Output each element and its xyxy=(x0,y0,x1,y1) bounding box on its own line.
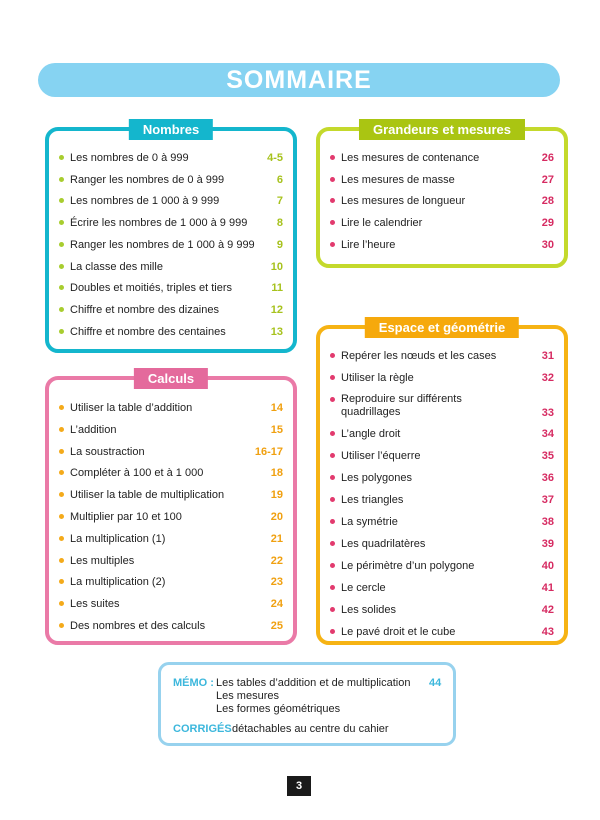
toc-label: Ranger les nombres de 1 000 à 9 999 xyxy=(70,238,255,251)
toc-row xyxy=(59,572,283,592)
toc-label: Les nombres de 0 à 999 xyxy=(70,152,189,164)
memo-box xyxy=(158,662,456,746)
toc-label: Des nombres et des calculs xyxy=(70,620,206,632)
toc-row xyxy=(59,485,283,505)
bullet-icon xyxy=(330,397,335,402)
toc-page: 31 xyxy=(541,350,554,362)
bullet-icon xyxy=(59,623,64,628)
bullet-icon xyxy=(330,629,335,634)
toc-row xyxy=(330,346,554,366)
bullet-icon xyxy=(59,242,64,247)
toc-row xyxy=(59,616,283,636)
toc-label: Les quadrilatères xyxy=(341,538,426,550)
toc-label: Repérer les nœuds et les cases xyxy=(341,350,497,362)
toc-page: 6 xyxy=(276,173,283,186)
bullet-icon xyxy=(59,198,64,203)
toc-page: 8 xyxy=(276,217,283,230)
toc-label: La multiplication (2) xyxy=(70,576,166,589)
toc-label: La soustraction xyxy=(70,445,145,458)
toc-label: Utiliser la table de multiplication xyxy=(70,489,225,502)
toc-page: 25 xyxy=(270,620,283,632)
toc-row xyxy=(330,622,554,642)
toc-page: 30 xyxy=(541,238,554,251)
toc-page: 26 xyxy=(541,152,554,164)
title-banner xyxy=(38,63,560,97)
section-title: Calculs xyxy=(134,368,208,389)
toc-label: Ranger les nombres de 0 à 999 xyxy=(70,173,225,186)
toc-page: 43 xyxy=(541,626,554,638)
bullet-icon xyxy=(59,601,64,606)
toc-row xyxy=(59,257,283,277)
toc-label: Lire le calendrier xyxy=(341,217,423,230)
toc-label: Les suites xyxy=(70,598,120,611)
section-espace xyxy=(316,320,568,645)
section-title: Espace et géométrie xyxy=(365,317,519,338)
toc-page: 15 xyxy=(270,423,283,436)
section-nombres xyxy=(45,122,297,353)
toc-row xyxy=(59,170,283,190)
bullet-icon xyxy=(59,329,64,334)
toc-page: 28 xyxy=(541,195,554,208)
toc-label: Les solides xyxy=(341,604,397,616)
bullet-icon xyxy=(330,497,335,502)
toc-row xyxy=(59,420,283,440)
bullet-icon xyxy=(330,519,335,524)
toc-row xyxy=(330,148,554,168)
bullet-icon xyxy=(330,607,335,612)
bullet-icon xyxy=(330,220,335,225)
bullet-icon xyxy=(330,242,335,247)
toc-page: 20 xyxy=(270,511,283,523)
bullet-icon xyxy=(330,563,335,568)
toc-label: Les nombres de 1 000 à 9 999 xyxy=(70,195,220,208)
toc-page: 39 xyxy=(541,538,554,550)
toc-page: 12 xyxy=(270,303,283,316)
toc-label: La symétrie xyxy=(341,516,398,528)
toc-label-continued: quadrillages xyxy=(341,406,401,418)
toc-page: 19 xyxy=(270,489,283,502)
toc-label: Écrire les nombres de 1 000 à 9 999 xyxy=(70,217,248,230)
toc-row xyxy=(330,556,554,576)
toc-label: Les triangles xyxy=(341,494,404,506)
toc-page: 34 xyxy=(541,428,554,440)
bullet-icon xyxy=(330,453,335,458)
toc-label: Reproduire sur différents xyxy=(341,393,462,405)
memo-line: Les formes géométriques xyxy=(216,703,341,715)
bullet-icon xyxy=(59,470,64,475)
section-title: Nombres xyxy=(129,119,213,140)
toc-label: Le périmètre d’un polygone xyxy=(341,560,475,572)
toc-page: 41 xyxy=(541,582,554,594)
bullet-icon xyxy=(59,579,64,584)
toc-page: 42 xyxy=(541,604,554,616)
bullet-icon xyxy=(330,541,335,546)
toc-row xyxy=(59,507,283,527)
toc-page: 14 xyxy=(270,402,283,414)
toc-row xyxy=(330,235,554,255)
bullet-icon xyxy=(330,353,335,358)
toc-page: 18 xyxy=(270,467,283,480)
toc-row xyxy=(59,235,283,255)
section-grandeurs xyxy=(316,122,568,268)
toc-page: 7 xyxy=(276,195,283,208)
toc-label: Lire l’heure xyxy=(341,238,396,251)
toc-row xyxy=(330,390,554,419)
toc-page: 37 xyxy=(541,494,554,506)
toc-label: Doubles et moitiés, triples et tiers xyxy=(70,282,233,295)
toc-label: Chiffre et nombre des dizaines xyxy=(70,303,219,316)
bullet-icon xyxy=(59,307,64,312)
toc-row xyxy=(59,594,283,614)
bullet-icon xyxy=(330,475,335,480)
toc-label: L’addition xyxy=(70,423,117,436)
toc-row xyxy=(59,213,283,233)
toc-page: 11 xyxy=(271,282,283,295)
toc-row xyxy=(59,463,283,483)
toc-label: La multiplication (1) xyxy=(70,532,166,545)
toc-row xyxy=(59,278,283,298)
bullet-icon xyxy=(59,177,64,182)
bullet-icon xyxy=(59,264,64,269)
toc-row xyxy=(59,148,283,168)
toc-page: 13 xyxy=(270,325,283,338)
toc-label: Le pavé droit et le cube xyxy=(341,626,456,638)
bullet-icon xyxy=(330,198,335,203)
bullet-icon xyxy=(330,585,335,590)
toc-row xyxy=(59,529,283,549)
toc-row xyxy=(330,512,554,532)
section-title: Grandeurs et mesures xyxy=(359,119,525,140)
toc-label: Les mesures de longueur xyxy=(341,195,466,208)
toc-row xyxy=(330,191,554,211)
toc-row xyxy=(330,534,554,554)
bullet-icon xyxy=(330,177,335,182)
toc-page: 33 xyxy=(541,407,554,419)
toc-row xyxy=(59,300,283,320)
bullet-icon xyxy=(59,427,64,432)
toc-label: Utiliser la table d’addition xyxy=(70,402,193,414)
page-number: 3 xyxy=(287,776,311,796)
toc-row xyxy=(330,490,554,510)
toc-label: Chiffre et nombre des centaines xyxy=(70,325,226,338)
toc-row xyxy=(59,322,283,342)
toc-label: Utiliser la règle xyxy=(341,372,414,384)
section-calculs xyxy=(45,371,297,645)
toc-row xyxy=(330,468,554,488)
toc-row xyxy=(59,442,283,462)
toc-page: 40 xyxy=(541,560,554,572)
toc-row xyxy=(330,368,554,388)
toc-row xyxy=(330,170,554,190)
bullet-icon xyxy=(59,220,64,225)
memo-page: 44 xyxy=(429,677,442,689)
toc-label: Utiliser l’équerre xyxy=(341,450,421,462)
toc-row xyxy=(59,398,283,418)
toc-page: 24 xyxy=(270,598,283,611)
toc-label: Les mesures de masse xyxy=(341,173,455,186)
toc-page: 36 xyxy=(541,472,554,484)
toc-label: Multiplier par 10 et 100 xyxy=(70,511,182,523)
memo-line: Les mesures xyxy=(216,690,279,702)
toc-page: 21 xyxy=(270,532,283,545)
toc-page: 27 xyxy=(541,173,554,186)
memo-line: Les tables d’addition et de multiplication xyxy=(216,677,411,689)
toc-page: 29 xyxy=(541,217,554,230)
toc-label: Les multiples xyxy=(70,554,135,567)
bullet-icon xyxy=(59,536,64,541)
toc-page: 23 xyxy=(270,576,283,589)
bullet-icon xyxy=(59,449,64,454)
bullet-icon xyxy=(59,155,64,160)
memo-keyword: MÉMO : xyxy=(173,677,214,689)
toc-page: 22 xyxy=(270,554,283,567)
bullet-icon xyxy=(330,375,335,380)
toc-page: 9 xyxy=(276,238,283,251)
toc-label: L’angle droit xyxy=(341,428,401,440)
toc-page: 38 xyxy=(541,516,554,528)
toc-page: 4-5 xyxy=(267,152,283,164)
bullet-icon xyxy=(59,285,64,290)
toc-page: 10 xyxy=(270,260,283,273)
toc-label: La classe des mille xyxy=(70,260,163,273)
bullet-icon xyxy=(330,155,335,160)
toc-label: Les mesures de contenance xyxy=(341,152,480,164)
toc-row xyxy=(330,446,554,466)
toc-row xyxy=(330,578,554,598)
toc-page: 35 xyxy=(541,450,554,462)
toc-label: Compléter à 100 et à 1 000 xyxy=(70,467,204,480)
toc-page: 32 xyxy=(541,372,554,384)
toc-row xyxy=(330,424,554,444)
bullet-icon xyxy=(59,492,64,497)
toc-row xyxy=(330,213,554,233)
toc-row xyxy=(59,551,283,571)
toc-label: Le cercle xyxy=(341,582,386,594)
bullet-icon xyxy=(330,431,335,436)
bullet-icon xyxy=(59,514,64,519)
bullet-icon xyxy=(59,405,64,410)
corriges-keyword: CORRIGÉS xyxy=(173,723,232,735)
toc-row xyxy=(330,600,554,620)
corriges-text: détachables au centre du cahier xyxy=(232,723,389,735)
bullet-icon xyxy=(59,558,64,563)
toc-page: 16-17 xyxy=(254,445,283,458)
page-title: SOMMAIRE xyxy=(226,66,372,94)
toc-row xyxy=(59,191,283,211)
toc-label: Les polygones xyxy=(341,472,412,484)
